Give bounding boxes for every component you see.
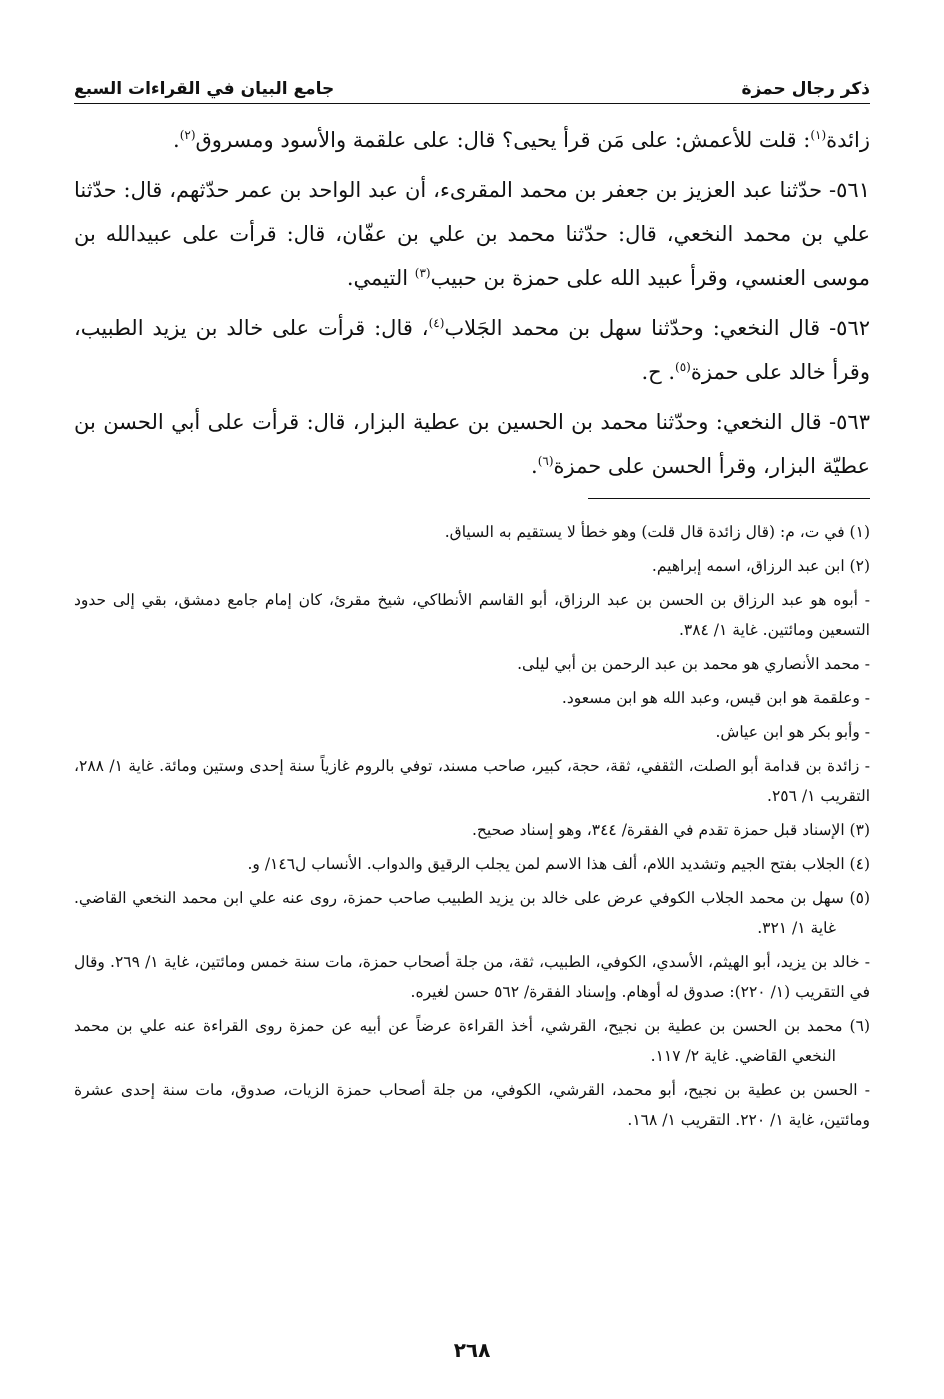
paragraph-561: ٥٦١- حدّثنا عبد العزيز بن جعفر بن محمد المقرىء، أن عبد الواحد بن عمر حدّثهم، قال: حدّثنا علي بن محمد النخعي، قال: حدّثنا محمد بن علي بن عفّان، قال: قرأت على عبيدالله بن موسى العنسي، وقرأ عبيد الله على حمزة بن حبيب$^{(٣)}$ التيمي. <box>74 178 870 290</box>
footnote: (٢) ابن عبد الرزاق، اسمه إبراهيم. <box>651 557 870 575</box>
book-title: جامع البيان في القراءات السبع <box>74 79 335 99</box>
footnote-continuation: - الحسن بن عطية بن نجيح، أبو محمد، القرشي، الكوفي، من جلة أصحاب حمزة الزيات، صدوق، مات سنة إحدى عشرة ومائتين، غاية ١/ ٢٢٠. التقريب ١/ ١٦٨. <box>74 1081 870 1129</box>
footnote-ref: (٤) <box>428 316 445 330</box>
footnote-ref: (٥) <box>675 360 691 374</box>
footnote: (١) في ت، م: (قال زائدة قال قلت) وهو خطأ لا يستقيم به السياق. <box>444 523 870 541</box>
footnote-ref: (٣) <box>414 266 431 280</box>
footnote: (٦) محمد بن الحسن بن عطية بن نجيح، القرشي، أخذ القراءة عرضاً عن أبيه عن حمزة روى القراءة عنه علي بن محمد النخعي القاضي. غاية ٢/ ١١٧. <box>74 1017 870 1065</box>
footnote-continuation: - خالد بن يزيد، أبو الهيثم، الأسدي، الكوفي، الطبيب، ثقة، من جلة أصحاب حمزة، مات سنة خمس ومائتين، غاية ١/ ٢٦٩. وقال في التقريب (١/ ٢٢٠): صدوق له أوهام. وإسناد الفقرة/ ٥٦٢ حسن لغيره. <box>74 953 871 1001</box>
chapter-title: ذكر رجال حمزة <box>741 79 870 99</box>
running-header <box>74 60 870 104</box>
page <box>74 60 870 1139</box>
footnote: (٤) الجلاب بفتح الجيم وتشديد اللام، ألف هذا الاسم لمن يجلب الرقيق والدواب. الأنساب ل١٤٦/ و. <box>247 855 870 873</box>
footnote-ref: (١) <box>810 128 827 142</box>
paragraph-562: ٥٦٢- قال النخعي: وحدّثنا سهل بن محمد الجَلاب$^{(٤)}$، قال: قرأت على خالد بن يزيد الطبيب، وقرأ خالد على حمزة$^{(٥)}$. ح. <box>74 316 871 384</box>
page-number: ٢٦٨ <box>453 1338 491 1362</box>
paragraph-563: ٥٦٣- قال النخعي: وحدّثنا محمد بن الحسين بن عطية البزار، قال: قرأت على أبي الحسن بن عطيّة البزار، وقرأ الحسن على حمزة$^{(٦)}$. <box>74 410 870 478</box>
footnote-ref: (٦) <box>537 454 554 468</box>
footnote-continuation: - زائدة بن قدامة أبو الصلت، الثقفي، ثقة، حجة، كبير، صاحب مسند، توفي بالروم غازياً سنة إحدى وستين ومائة. غاية ١/ ٢٨٨، التقريب ١/ ٢٥٦. <box>74 757 870 805</box>
footnotes <box>74 517 870 1135</box>
footnote: (٣) الإسناد قبل حمزة تقدم في الفقرة/ ٣٤٤، وهو إسناد صحيح. <box>471 821 870 839</box>
footnote-separator <box>588 498 870 499</box>
main-text <box>74 118 870 488</box>
footnote-continuation: - أبوه هو عبد الرزاق بن الحسن بن عبد الرزاق، أبو القاسم الأنطاكي، شيخ مقرئ، كان إمام جامع دمشق، بقي إلى حدود التسعين ومائتين. غاية ١/ ٣٨٤. <box>74 591 870 639</box>
footnote-continuation: - وعلقمة هو ابن قيس، وعبد الله هو ابن مسعود. <box>561 689 870 707</box>
paragraph-1: زائدة$^{(١)}$: قلت للأعمش: على مَن قرأ يحيى؟ قال: على علقمة والأسود ومسروق$^{(٢)}$. <box>173 128 870 152</box>
footnote-continuation: - محمد الأنصاري هو محمد بن عبد الرحمن بن أبي ليلى. <box>517 655 870 673</box>
footnote-ref: (٢) <box>179 128 196 142</box>
footnote: (٥) سهل بن محمد الجلاب الكوفي عرض على خالد بن يزيد الطبيب صاحب حمزة، روى عنه علي ابن محمد النخعي القاضي. غاية ١/ ٣٢١. <box>74 889 870 937</box>
footnote-continuation: - وأبو بكر هو ابن عياش. <box>715 723 870 741</box>
